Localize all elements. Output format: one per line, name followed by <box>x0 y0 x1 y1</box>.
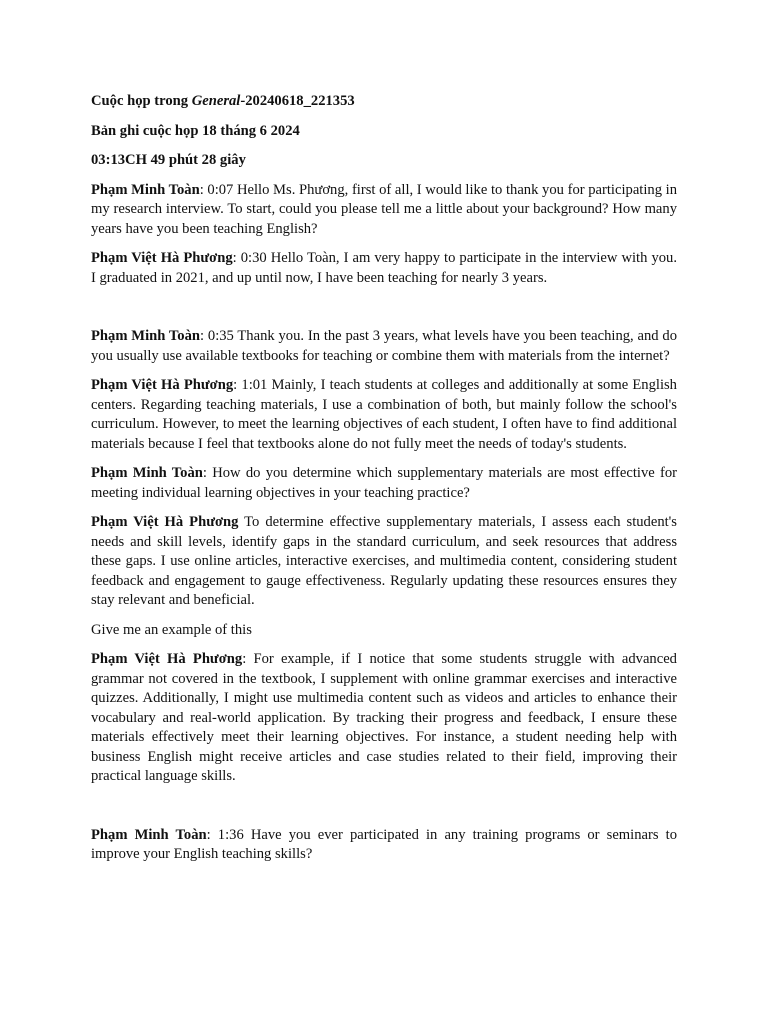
blank-line <box>91 298 677 327</box>
utterance-text: : 1:36 Have you ever participated in any training programs or seminars to improve your English teaching skills? <box>91 826 677 862</box>
transcript-entry <box>91 249 677 288</box>
meeting-title-channel: General <box>191 93 241 109</box>
transcript-entry <box>91 513 677 611</box>
speaker-name: Phạm Việt Hà Phương <box>91 651 243 667</box>
transcript-entry <box>91 181 677 240</box>
speaker-name: Phạm Minh Toàn <box>91 826 207 843</box>
document-page <box>91 92 677 875</box>
blank-line <box>91 797 677 826</box>
utterance-text: : 0:07 Hello Ms. Phương, first of all, I would like to thank you for participating in my research interview. To start, could you please tell me a little about your background? How many years have you been teaching English? <box>91 181 677 237</box>
speaker-name: Phạm Việt Hà Phương <box>91 514 239 530</box>
transcript-entry <box>91 376 677 454</box>
utterance-text: To determine effective supplementary materials, I assess each student's needs and skill levels, identify gaps in the standard curriculum, and seek resources that address these gaps. I use online articles, interactive exercises, and multimedia content, considering student feedback and engagement to gauge effectiveness. Regularly updating these resources ensures they stay relevant and beneficial. <box>91 514 677 608</box>
meeting-subtitle: Bản ghi cuộc họp 18 tháng 6 2024 <box>91 122 300 139</box>
utterance-text: : For example, if I notice that some students struggle with advanced grammar not covered in the textbook, I supplement with online grammar exercises and interactive quizzes. Additionally, I might use multimedia content such as videos and articles to enhance their vocabulary and real-world application. By tracking their progress and feedback, I ensure these materials effectively meet their learning objectives. For instance, a student needing help with business English might receive articles and case studies related to their field, improving their practical language skills. <box>91 651 677 784</box>
utterance-text: Give me an example of this <box>91 621 252 638</box>
transcript-entry <box>91 826 677 865</box>
meeting-duration: 03:13CH 49 phút 28 giây <box>91 152 246 168</box>
meeting-title-prefix: Cuộc họp trong <box>91 93 192 109</box>
transcript-entry <box>91 464 677 503</box>
speaker-name: Phạm Minh Toàn <box>91 328 201 344</box>
utterance-text: : How do you determine which supplementary materials are most effective for meeting individual learning objectives in your teaching practice? <box>91 465 678 501</box>
utterance-text: : 0:35 Thank you. In the past 3 years, what levels have you been teaching, and do you usually use available textbooks for teaching or combine them with materials from the internet? <box>91 328 678 364</box>
transcript-entry <box>91 650 677 787</box>
transcript-entry <box>91 621 677 641</box>
meeting-title <box>91 92 677 112</box>
meeting-title-suffix: -20240618_221353 <box>240 93 355 109</box>
speaker-name: Phạm Minh Toàn <box>91 465 203 481</box>
utterance-text: : 0:30 Hello Toàn, I am very happy to participate in the interview with you. I graduated in 2021, and up until now, I have been teaching for nearly 3 years. <box>91 250 677 286</box>
speaker-name: Phạm Việt Hà Phương <box>91 250 233 266</box>
transcript-entry <box>91 327 677 366</box>
utterance-text: : 1:01 Mainly, I teach students at colleges and additionally at some English centers. Regarding teaching materials, I use a combination of both, but mainly follow the school's curriculum. However, to meet the learning objectives of each student, I often have to find additional materials because I feel that textbooks alone do not fully meet the needs of today's students. <box>91 377 677 452</box>
speaker-name: Phạm Việt Hà Phương <box>91 377 234 393</box>
speaker-name: Phạm Minh Toàn <box>91 181 200 198</box>
